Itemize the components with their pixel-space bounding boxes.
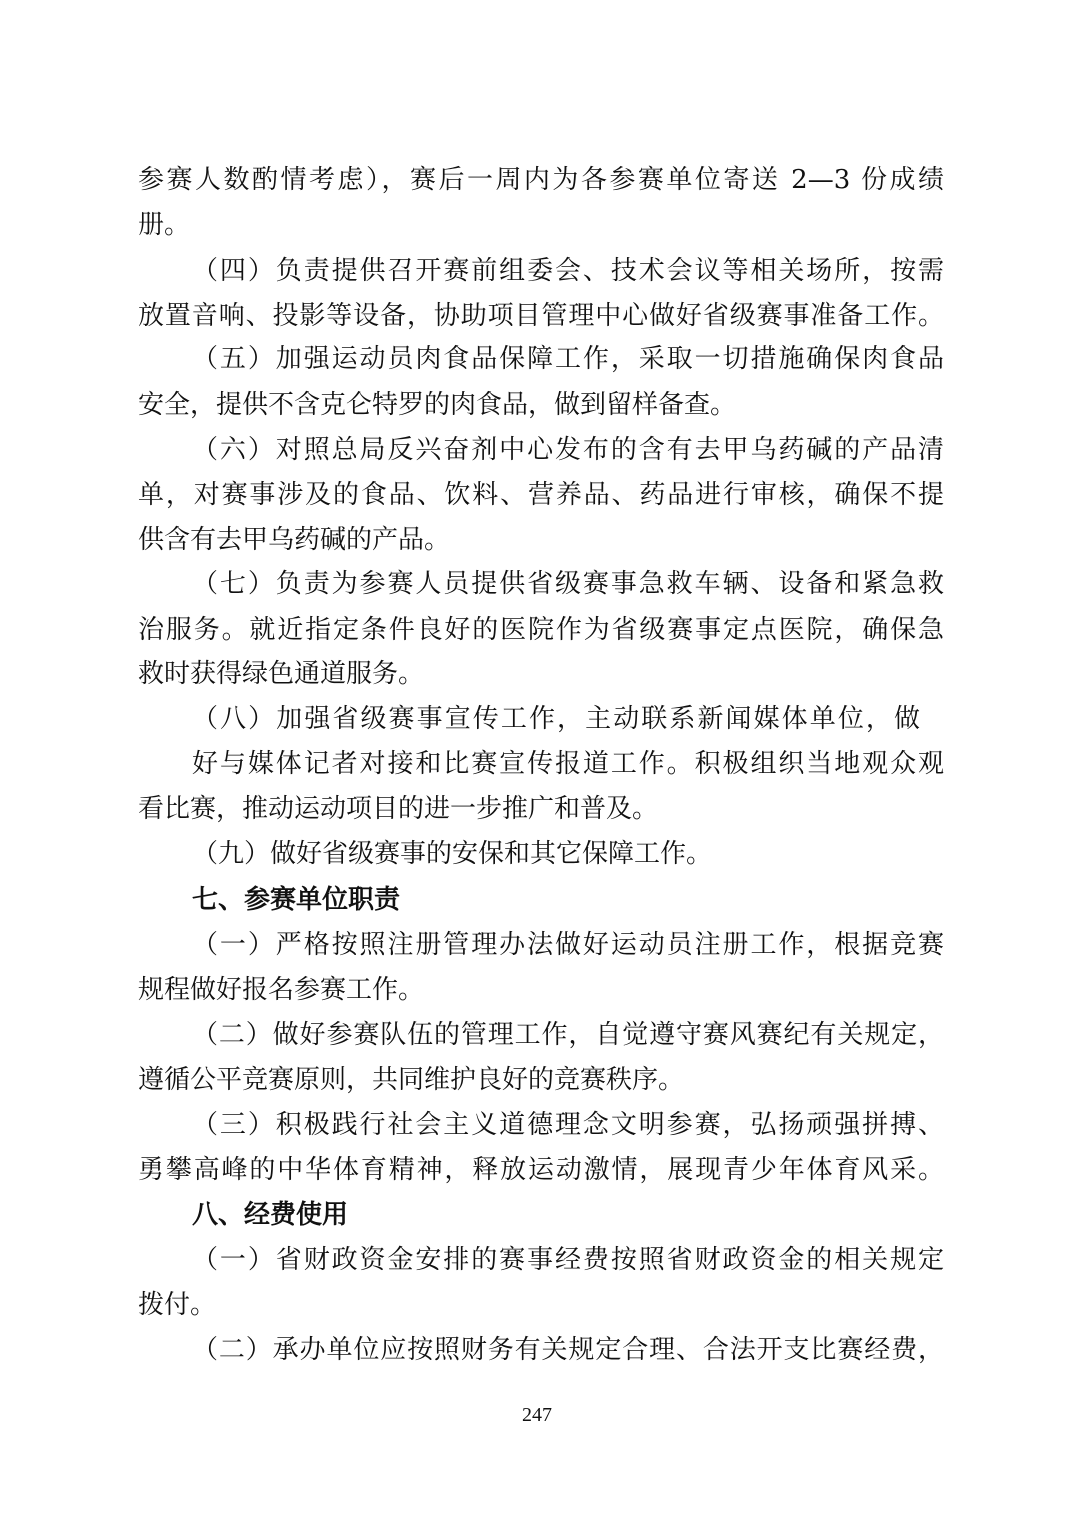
body-text-line: 救时获得绿色通道服务。 (138, 659, 425, 689)
section-heading-8: 八、经费使用 (192, 1200, 349, 1230)
body-text-line: 治服务。就近指定条件良好的医院作为省级赛事定点医院，确保急 (138, 615, 944, 645)
item-2-line-1: （二）做好参赛队伍的管理工作，自觉遵守赛风赛纪有关规定， (192, 1020, 944, 1050)
body-text-line: 放置音响、投影等设备，协助项目管理中心做好省级赛事准备工作。 (138, 301, 944, 331)
body-text-line: 规程做好报名参赛工作。 (138, 975, 425, 1005)
paragraph-8-line-1: （八）加强省级赛事宣传工作，主动联系新闻媒体单位，做 (192, 704, 920, 734)
body-text-line: 拨付。 (138, 1290, 217, 1320)
section-heading-7: 七、参赛单位职责 (192, 885, 401, 915)
body-text-line: 遵循公平竞赛原则，共同维护良好的竞赛秩序。 (138, 1065, 685, 1095)
body-text-line: 册。 (138, 210, 191, 240)
item-1-line-1: （一）严格按照注册管理办法做好运动员注册工作，根据竞赛 (192, 930, 944, 960)
body-text-line: 好与媒体记者对接和比赛宣传报道工作。积极组织当地观众观 (192, 749, 944, 779)
page-number: 247 (522, 1404, 552, 1426)
paragraph-6-line-1: （六）对照总局反兴奋剂中心发布的含有去甲乌药碱的产品清 (192, 435, 944, 465)
body-text-line: 供含有去甲乌药碱的产品。 (138, 525, 451, 555)
body-text-line: 看比赛，推动运动项目的进一步推广和普及。 (138, 794, 659, 824)
paragraph-9-line-1: （九）做好省级赛事的安保和其它保障工作。 (192, 839, 713, 869)
paragraph-4-line-1: （四）负责提供召开赛前组委会、技术会议等相关场所，按需 (192, 256, 944, 286)
body-text-line: 安全，提供不含克仑特罗的肉食品，做到留样备查。 (138, 390, 737, 420)
funding-item-1-line-1: （一）省财政资金安排的赛事经费按照省财政资金的相关规定 (192, 1245, 944, 1275)
paragraph-5-line-1: （五）加强运动员肉食品保障工作，采取一切措施确保肉食品 (192, 344, 944, 374)
body-text-line: 勇攀高峰的中华体育精神，释放运动激情，展现青少年体育风采。 (138, 1155, 944, 1185)
body-text-line: 单，对赛事涉及的食品、饮料、营养品、药品进行审核，确保不提 (138, 480, 944, 510)
body-text-line: 参赛人数酌情考虑），赛后一周内为各参赛单位寄送 2—3 份成绩 (138, 165, 944, 195)
paragraph-7-line-1: （七）负责为参赛人员提供省级赛事急救车辆、设备和紧急救 (192, 569, 944, 599)
funding-item-2-line-1: （二）承办单位应按照财务有关规定合理、合法开支比赛经费， (192, 1335, 944, 1365)
item-3-line-1: （三）积极践行社会主义道德理念文明参赛，弘扬顽强拼搏、 (192, 1110, 944, 1140)
